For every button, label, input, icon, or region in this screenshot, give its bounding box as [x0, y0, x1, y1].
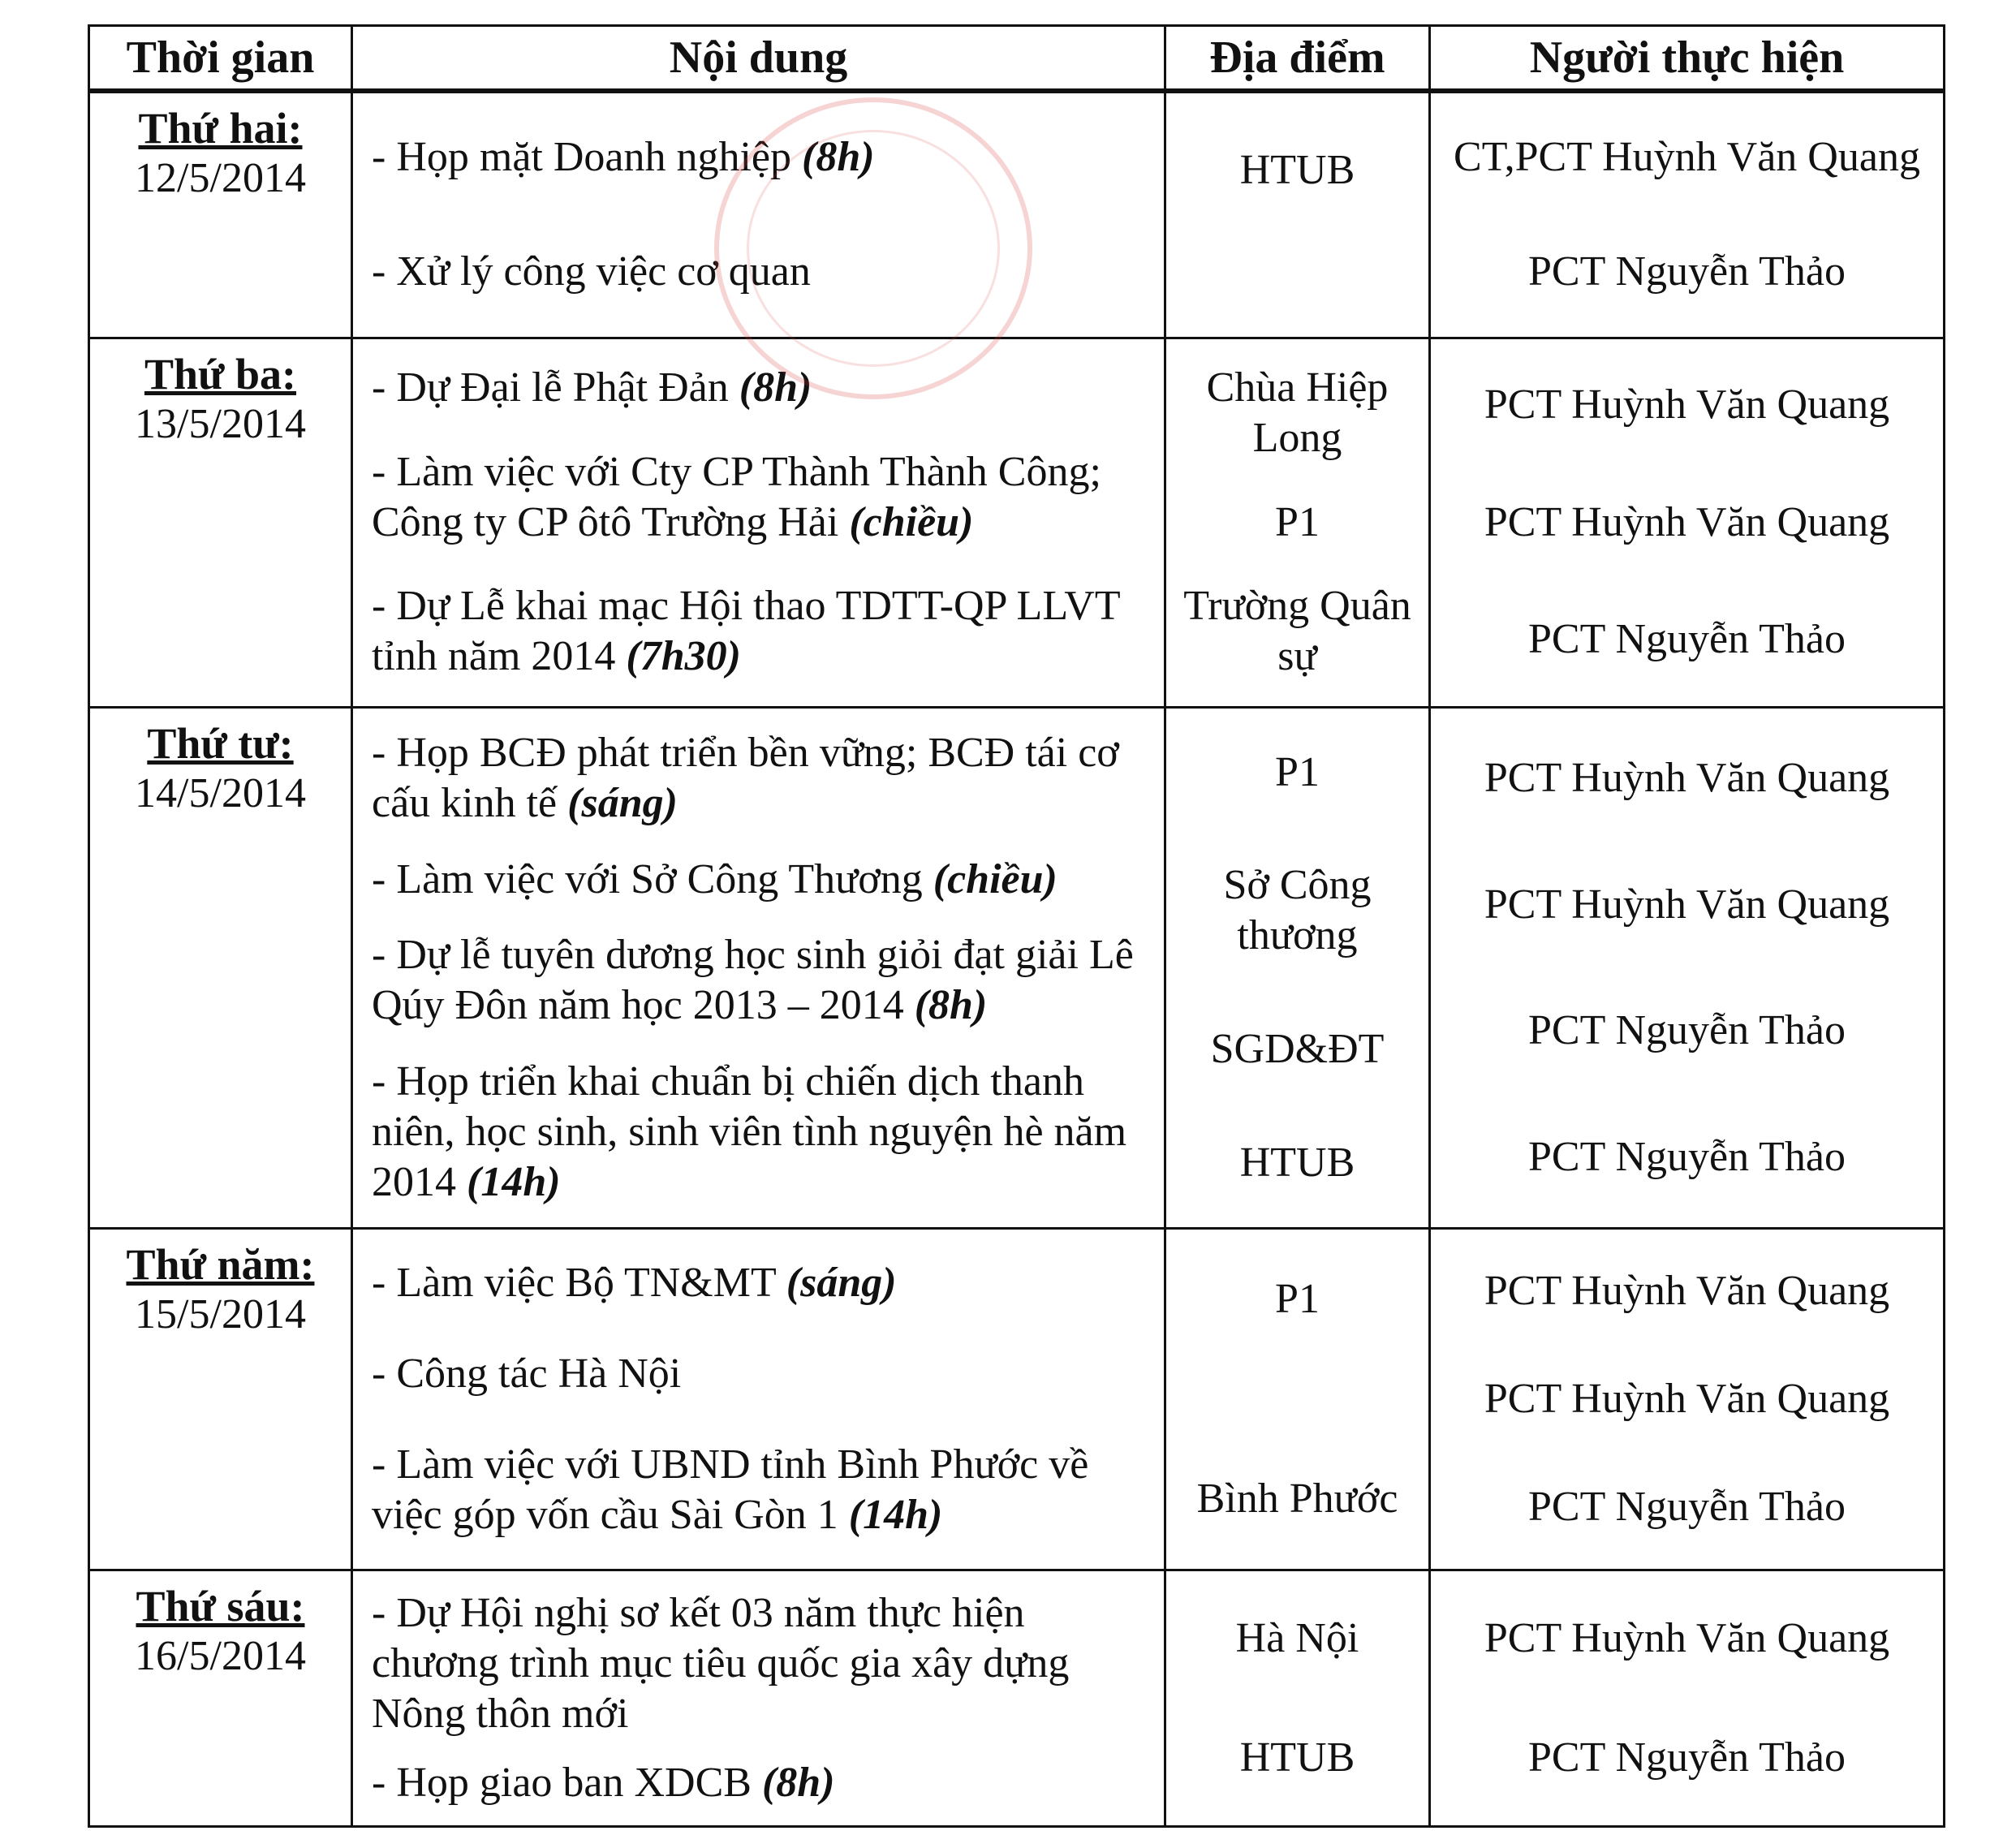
header-time: Thời gian — [89, 26, 352, 92]
place-line — [1167, 1613, 1428, 1664]
activity-description — [372, 1440, 1155, 1540]
person-cell — [1430, 707, 1945, 1229]
activity-place: HTUB — [1239, 1734, 1355, 1781]
person-items — [1432, 94, 1942, 336]
content-line — [354, 447, 1163, 548]
place-line — [1167, 1138, 1428, 1188]
day-cell — [89, 1570, 352, 1826]
activity-time: (8h) — [914, 982, 988, 1029]
content-line — [354, 581, 1163, 682]
activity-description — [372, 1758, 835, 1808]
place-line — [1167, 363, 1428, 463]
content-line — [354, 132, 1163, 183]
place-line — [1167, 1274, 1428, 1325]
place-line — [1167, 860, 1428, 961]
content-line — [354, 930, 1163, 1031]
content-cell — [352, 338, 1165, 707]
content-line — [354, 1440, 1163, 1540]
activity-time: (14h) — [848, 1492, 943, 1539]
place-line — [1167, 498, 1428, 548]
activity-description — [372, 930, 1155, 1031]
activity-place: Trường Quân sự — [1183, 582, 1411, 679]
day-name: Thứ hai: — [138, 104, 303, 153]
place-cell — [1165, 1570, 1430, 1826]
activity-description — [372, 1588, 1155, 1739]
activity-person: PCT Huỳnh Văn Quang — [1484, 881, 1890, 928]
day-name: Thứ năm: — [126, 1240, 315, 1290]
content-line — [354, 1758, 1163, 1808]
place-line — [1167, 1733, 1428, 1783]
person-line — [1432, 380, 1942, 430]
activity-place: HTUB — [1239, 1139, 1355, 1187]
activity-person: PCT Huỳnh Văn Quang — [1484, 1267, 1890, 1314]
activity-description — [372, 581, 1155, 682]
activity-person: PCT Nguyễn Thảo — [1528, 1133, 1846, 1180]
activity-description — [372, 1349, 681, 1399]
activity-time: (sáng) — [567, 780, 678, 827]
person-cell — [1430, 1229, 1945, 1570]
day-date: 14/5/2014 — [135, 769, 306, 816]
activity-place: Sở Công thương — [1223, 862, 1372, 959]
content-cell — [352, 1570, 1165, 1826]
activity-time: (14h) — [467, 1158, 561, 1205]
content-line — [354, 363, 1163, 413]
activity-place: Hà Nội — [1235, 1614, 1359, 1661]
activity-person: PCT Nguyễn Thảo — [1528, 248, 1846, 295]
person-line — [1432, 1132, 1942, 1182]
day-date: 16/5/2014 — [135, 1632, 306, 1679]
activity-text: - Dự Hội nghị sơ kết 03 năm thực hiện chương trình mục tiêu quốc gia xây dựng Nông thôn mới — [372, 1589, 1070, 1737]
activity-text: - Làm việc với Sở Công Thương — [372, 855, 923, 902]
content-items — [354, 1230, 1163, 1567]
content-cell — [352, 707, 1165, 1229]
content-line — [354, 1258, 1163, 1308]
content-line — [354, 728, 1163, 829]
activity-description — [372, 855, 1057, 905]
person-items — [1432, 1230, 1942, 1567]
activity-person: PCT Nguyễn Thảo — [1528, 1007, 1846, 1054]
schedule-table — [88, 24, 1945, 1828]
place-line — [1167, 747, 1428, 798]
activity-text: - Họp giao ban XDCB — [372, 1760, 752, 1807]
content-line — [354, 247, 1163, 297]
header-person: Người thực hiện — [1430, 26, 1945, 92]
activity-text: - Dự Lễ khai mạc Hội thao TDTT-QP LLVT tỉnh năm 2014 — [372, 582, 1120, 679]
activity-time: (8h) — [802, 134, 875, 181]
activity-person: PCT Huỳnh Văn Quang — [1484, 1375, 1890, 1422]
activity-time: (8h) — [739, 364, 812, 411]
activity-description — [372, 728, 1155, 829]
day-row — [89, 338, 1945, 707]
activity-time: (8h) — [761, 1760, 835, 1807]
person-cell — [1430, 338, 1945, 707]
activity-person: PCT Nguyễn Thảo — [1528, 616, 1846, 663]
content-items — [354, 709, 1163, 1227]
person-line — [1432, 1613, 1942, 1664]
activity-person: PCT Huỳnh Văn Quang — [1484, 381, 1890, 428]
activity-text: - Làm việc với UBND tỉnh Bình Phước về việc góp vốn cầu Sài Gòn 1 — [372, 1441, 1089, 1539]
activity-text: - Họp triển khai chuẩn bị chiến dịch thanh niên, học sinh, sinh viên tình nguyện hè năm 2014 — [372, 1058, 1127, 1205]
person-line — [1432, 614, 1942, 665]
activity-place: P1 — [1275, 1276, 1320, 1323]
activity-place: P1 — [1275, 748, 1320, 795]
activity-description — [372, 132, 875, 183]
activity-description — [372, 247, 811, 297]
content-items — [354, 94, 1163, 336]
activity-text: - Họp BCĐ phát triển bền vững; BCĐ tái cơ cấu kinh tế — [372, 730, 1119, 827]
person-line — [1432, 498, 1942, 548]
header-row — [89, 26, 1945, 92]
activity-place: HTUB — [1239, 146, 1355, 193]
activity-time: (chiều) — [849, 498, 974, 545]
place-items — [1167, 1572, 1428, 1824]
place-cell — [1165, 1229, 1430, 1570]
day-cell — [89, 707, 352, 1229]
person-line — [1432, 880, 1942, 930]
activity-text: - Làm việc Bộ TN&MT — [372, 1259, 776, 1306]
day-cell — [89, 338, 352, 707]
activity-description — [372, 363, 812, 413]
day-cell — [89, 1229, 352, 1570]
header-content: Nội dung — [352, 26, 1165, 92]
person-line — [1432, 1006, 1942, 1056]
activity-person: PCT Huỳnh Văn Quang — [1484, 755, 1890, 802]
activity-text: - Dự Đại lễ Phật Đản — [372, 364, 729, 411]
activity-person: PCT Nguyễn Thảo — [1528, 1484, 1846, 1531]
content-cell — [352, 1229, 1165, 1570]
person-line — [1432, 1733, 1942, 1783]
day-date: 15/5/2014 — [135, 1291, 306, 1338]
place-items — [1167, 94, 1428, 336]
day-row — [89, 91, 1945, 338]
activity-description — [372, 1258, 897, 1308]
activity-person: PCT Nguyễn Thảo — [1528, 1734, 1846, 1781]
place-line — [1167, 581, 1428, 682]
day-cell — [89, 91, 352, 338]
day-row — [89, 707, 1945, 1229]
place-line — [1167, 1474, 1428, 1524]
activity-place: Chùa Hiệp Long — [1206, 364, 1389, 462]
day-row — [89, 1570, 1945, 1826]
place-cell — [1165, 338, 1430, 707]
person-line — [1432, 1482, 1942, 1532]
person-items — [1432, 1572, 1942, 1824]
person-items — [1432, 340, 1942, 705]
activity-person: PCT Huỳnh Văn Quang — [1484, 1614, 1890, 1661]
place-cell — [1165, 707, 1430, 1229]
person-cell — [1430, 91, 1945, 338]
place-line — [1167, 1024, 1428, 1075]
activity-time: (sáng) — [786, 1259, 897, 1306]
activity-text: - Họp mặt Doanh nghiệp — [372, 134, 792, 181]
person-line — [1432, 132, 1942, 183]
schedule-body — [89, 91, 1945, 1827]
day-date: 12/5/2014 — [135, 155, 306, 201]
activity-text: - Xử lý công việc cơ quan — [372, 248, 811, 295]
day-name: Thứ ba: — [144, 349, 296, 398]
content-line — [354, 1588, 1163, 1739]
activity-place: SGD&ĐT — [1210, 1026, 1385, 1073]
activity-person: CT,PCT Huỳnh Văn Quang — [1454, 134, 1920, 181]
person-line — [1432, 1266, 1942, 1316]
content-items — [354, 340, 1163, 705]
activity-description — [372, 447, 1155, 548]
activity-person: PCT Huỳnh Văn Quang — [1484, 498, 1890, 545]
place-line — [1167, 145, 1428, 196]
content-cell — [352, 91, 1165, 338]
content-line — [354, 1349, 1163, 1399]
activity-description — [372, 1057, 1155, 1208]
activity-text: - Công tác Hà Nội — [372, 1350, 682, 1397]
day-name: Thứ tư: — [147, 718, 294, 768]
content-line — [354, 1057, 1163, 1208]
day-date: 13/5/2014 — [135, 400, 306, 447]
person-items — [1432, 709, 1942, 1227]
place-items — [1167, 340, 1428, 705]
content-line — [354, 855, 1163, 905]
day-row — [89, 1229, 1945, 1570]
activity-time: (7h30) — [626, 632, 741, 679]
person-cell — [1430, 1570, 1945, 1826]
place-cell — [1165, 91, 1430, 338]
content-items — [354, 1572, 1163, 1824]
place-items — [1167, 1230, 1428, 1567]
person-line — [1432, 753, 1942, 803]
person-line — [1432, 1374, 1942, 1424]
activity-place: P1 — [1275, 498, 1320, 545]
place-items — [1167, 709, 1428, 1227]
activity-text: - Làm việc với Cty CP Thành Thành Công; Công ty CP ôtô Trường Hải — [372, 448, 1101, 545]
day-name: Thứ sáu: — [136, 1581, 305, 1630]
header-place: Địa điểm — [1165, 26, 1430, 92]
activity-time: (chiều) — [933, 855, 1057, 902]
activity-place: Bình Phước — [1196, 1475, 1398, 1522]
activity-text: - Dự lễ tuyên dương học sinh giỏi đạt giải Lê Qúy Đôn năm học 2013 – 2014 — [372, 932, 1134, 1029]
person-line — [1432, 247, 1942, 297]
